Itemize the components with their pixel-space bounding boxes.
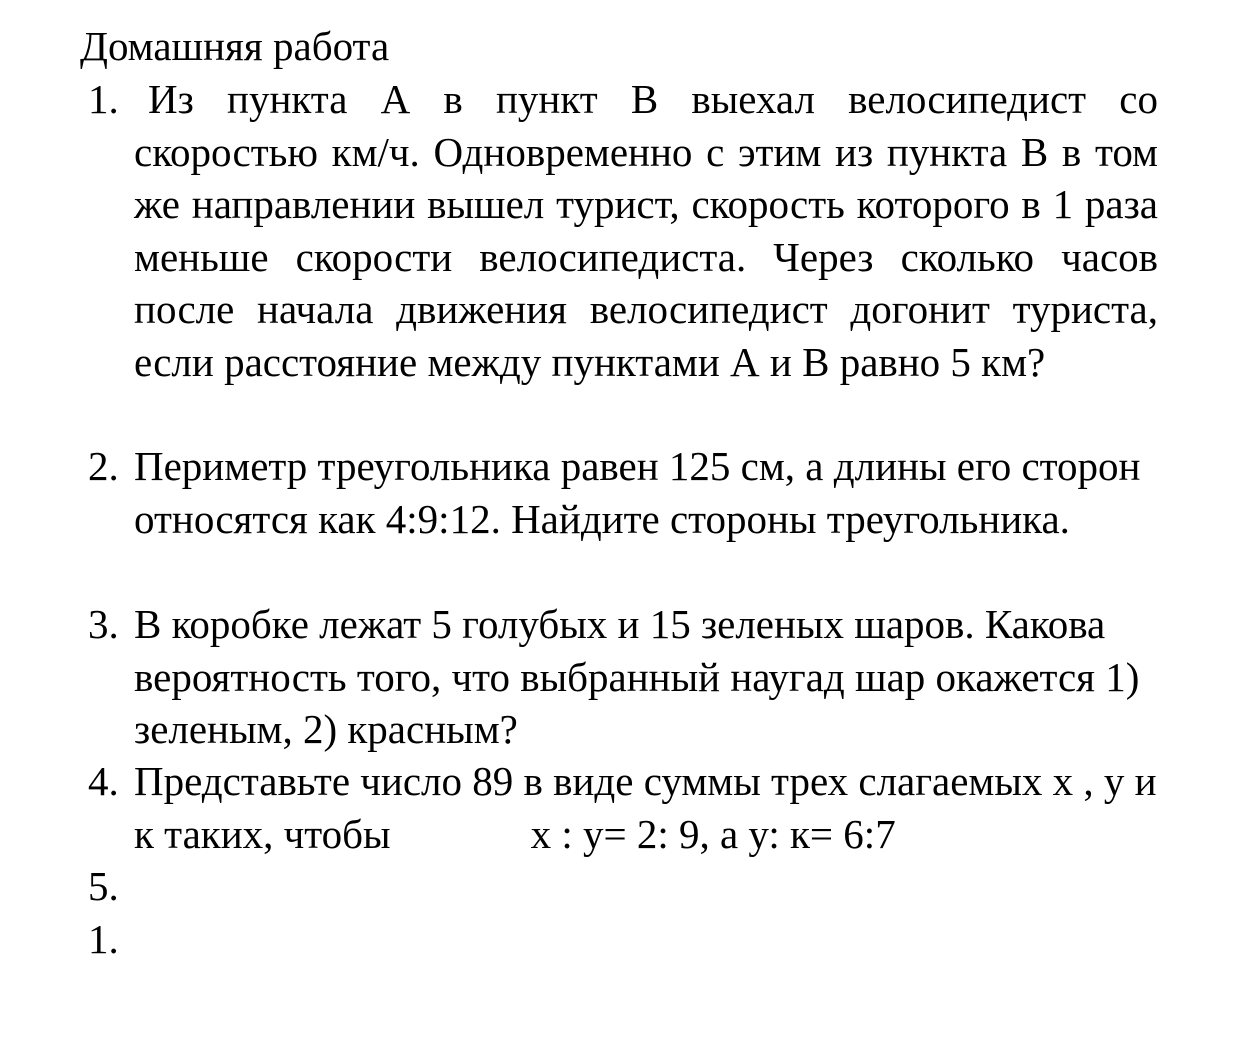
task-number: 3. [88, 601, 119, 647]
task-number: 4. [88, 758, 119, 804]
task-text: Периметр треугольника равен 125 см, а длины его сторон относятся как 4:9:12. Найдите стороны треугольника. [134, 443, 1141, 542]
task-text-main: Представьте число 89 в виде суммы трех слагаемых х , у и к таких, чтобы [134, 758, 1157, 857]
page-title: Домашняя работа [80, 23, 390, 69]
task-1 [88, 73, 1158, 388]
task-condition: х : у= 2: 9, а у: к= 6:7 [530, 810, 896, 857]
task-2 [88, 440, 1158, 545]
task-text: В коробке лежат 5 голубых и 15 зеленых шаров. Какова вероятность того, что выбранный наугад шар окажется 1) зеленым, 2) красным? [134, 601, 1140, 752]
task-text [134, 755, 1158, 860]
task-text: Из пункта А в пункт В выехал велосипедист со скоростью км/ч. Одновременно с этим из пункта В в том же направлении вышел турист, скорость которого в 1 раза меньше скорости велосипедиста. Через сколько часов после начала движения велосипедист догонит туриста, если расстояние между пунктами А и В равно 5 км? [134, 76, 1158, 385]
task-number: 1. [88, 76, 119, 122]
empty-item-1: 1. [88, 916, 119, 962]
task-4 [88, 755, 1158, 860]
task-3 [88, 598, 1158, 756]
empty-item-5: 5. [88, 863, 119, 909]
task-number: 2. [88, 443, 119, 489]
